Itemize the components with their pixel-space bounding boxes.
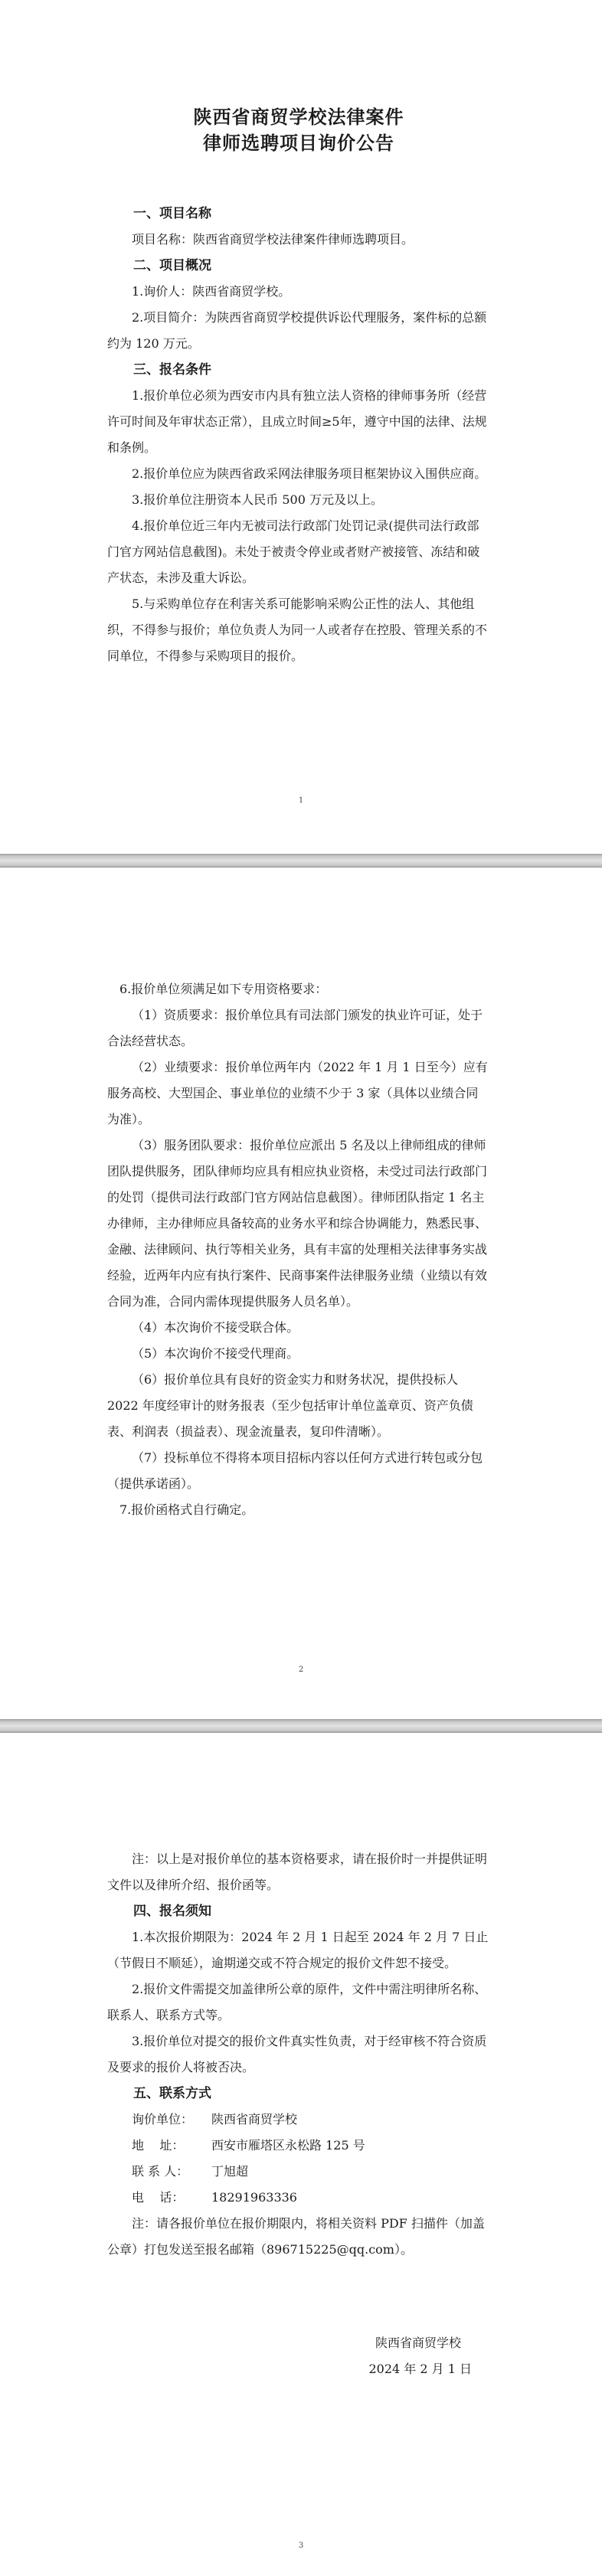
requirement-1: （1）资质要求：报价单位具有司法部门颁发的执业许可证，处于合法经营状态。 [107, 1008, 483, 1048]
project-name-text: 项目名称：陕西省商贸学校法律案件律师选聘项目。 [132, 232, 414, 247]
contact-unit-row [132, 2107, 490, 2133]
requirement-7: （7）投标单位不得将本项目招标内容以任何方式进行转包或分包（提供承诺函）。 [107, 1450, 483, 1491]
contact-address-row [132, 2133, 490, 2159]
requirement-5: （5）本次询价不接受代理商。 [132, 1346, 299, 1361]
contact-address-label: 地 址： [132, 2138, 185, 2153]
condition-4: 4.报价单位近三年内无被司法行政部门处罚记录(提供司法行政部门官方网站信息截图)。未处于被责令停业或者财产被接管、冻结和破产状态，未涉及重大诉讼。 [107, 518, 480, 585]
contact-unit-label: 询价单位： [132, 2112, 194, 2127]
condition-2: 2.报价单位应为陕西省政采网法律服务项目框架协议入围供应商。 [132, 466, 487, 481]
section-1-heading: 一、项目名称 [133, 206, 211, 221]
title-line-2: 律师选聘项目询价公告 [203, 132, 394, 154]
page-number: 1 [298, 796, 304, 805]
signature-org: 陕西省商贸学校 [375, 2336, 461, 2350]
page-separator [0, 854, 602, 868]
title-line-1: 陕西省商贸学校法律案件 [193, 106, 404, 128]
condition-1: 1.报价单位必须为西安市内具有独立法人资格的律师事务所（经营许可时间及年审状态正常），且成立时间≥5年，遵守中国的法律、法规和条例。 [107, 388, 487, 455]
page-2-content [107, 976, 490, 1523]
requirement-3: （3）服务团队要求：报价单位应派出 5 名及以上律师组成的律师团队提供服务，团队律师均应具有相应执业资格，未受过司法行政部门的处罚（提供司法行政部门官方网站信息截图）。律师团队指定 1 名主办律师，主办律师应具备较高的业务水平和综合协调能力，熟悉民事、金融、法律顾问、执行等相关业务，具有丰富的处理相关法律事务实战经验，近两年内应有执行案件、民商事案件法律服务业绩（业绩以有效合同为准，合同内需体现提供服务人员名单）。 [107, 1138, 488, 1309]
qualification-note: 注：以上是对报价单位的基本资格要求，请在报价时一并提供证明文件以及律所介绍、报价函等。 [107, 1852, 488, 1892]
requirement-4: （4）本次询价不接受联合体。 [132, 1320, 299, 1335]
document-page-3 [0, 1733, 602, 2576]
contact-block [107, 2107, 490, 2211]
submission-email-note: 注：请各报价单位在报价期限内，将相关资料 PDF 扫描件（加盖公章）打包发送至报名邮箱（896715225@qq.com）。 [107, 2216, 485, 2257]
contact-phone-value: 18291963336 [211, 2190, 297, 2205]
contact-phone-label: 电 话： [132, 2190, 185, 2205]
condition-7: 7.报价函格式自行确定。 [119, 1502, 254, 1517]
condition-6: 6.报价单位须满足如下专用资格要求： [119, 982, 328, 996]
section-2-heading: 二、项目概况 [133, 258, 211, 273]
section-4-heading: 四、报名须知 [133, 1904, 211, 1919]
section-3-heading: 三、报名条件 [133, 362, 211, 378]
project-brief-text: 2.项目简介：为陕西省商贸学校提供诉讼代理服务，案件标的总额约为 120 万元。 [107, 310, 487, 351]
contact-person-label: 联 系 人： [132, 2164, 189, 2179]
condition-3: 3.报价单位注册资本人民币 500 万元及以上。 [132, 492, 383, 507]
page-number: 2 [298, 1666, 304, 1674]
registration-period: 1.本次报价期限为：2024 年 2 月 1 日起至 2024 年 2 月 7 日止（节假日不顺延），逾期递交或不符合规定的报价文件恕不接受。 [107, 1930, 489, 1970]
document-title [107, 104, 490, 156]
condition-5: 5.与采购单位存在利害关系可能影响采购公正性的法人、其他组织，不得参与报价；单位负责人为同一人或者存在控股、管理关系的不同单位，不得参与采购项目的报价。 [107, 597, 488, 663]
requirement-2: （2）业绩要求：报价单位两年内（2022 年 1 月 1 日至今）应有服务高校、大型国企、事业单位的业绩不少于 3 家（具体以业绩合同为准）。 [107, 1060, 488, 1126]
page-1-content [107, 104, 490, 669]
contact-person-value: 丁旭超 [211, 2164, 249, 2179]
document-page-1 [0, 0, 602, 854]
page-3-content [107, 1846, 490, 2382]
submission-requirements: 2.报价文件需提交加盖律所公章的原件，文件中需注明律所名称、联系人、联系方式等。 [107, 1982, 487, 2022]
authenticity-statement: 3.报价单位对提交的报价文件真实性负责，对于经审核不符合资质及要求的报价人将被否决。 [107, 2034, 487, 2074]
contact-address-value: 西安市雁塔区永松路 125 号 [211, 2138, 365, 2153]
inquirer-text: 1.询价人：陕西省商贸学校。 [132, 284, 291, 299]
contact-person-row [132, 2159, 490, 2185]
document-page-2 [0, 868, 602, 1719]
page-separator [0, 1719, 602, 1733]
section-5-heading: 五、联系方式 [133, 2086, 211, 2101]
signature-date: 2024 年 2 月 1 日 [368, 2362, 472, 2376]
page-number: 3 [298, 2542, 304, 2550]
requirement-6: （6）报价单位具有良好的资金实力和财务状况，提供投标人 2022 年度经审计的财务报表（至少包括审计单位盖章页、资产负债表、利润表（损益表）、现金流量表，复印件清晰）。 [107, 1372, 473, 1439]
contact-unit-value: 陕西省商贸学校 [211, 2112, 298, 2127]
contact-phone-row [132, 2185, 490, 2211]
